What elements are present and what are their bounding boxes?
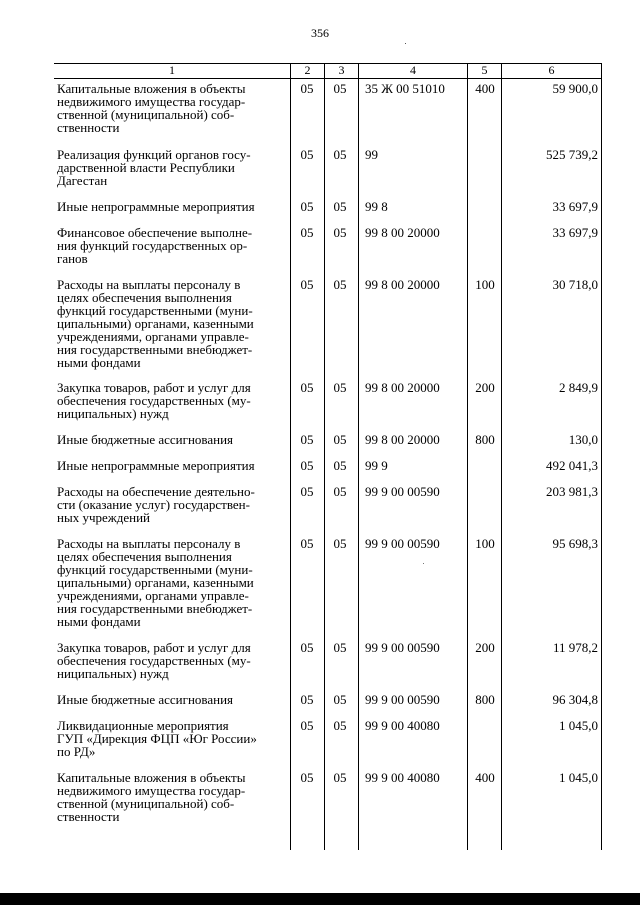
description-line: обеспечения государственных (му- bbox=[57, 393, 251, 408]
description-line: ственной (муниципальной) соб- bbox=[57, 796, 235, 811]
row-description bbox=[57, 537, 287, 628]
target-article-code: 99 8 00 20000 bbox=[365, 432, 440, 447]
row-description bbox=[57, 771, 287, 823]
description-line: ния функций государственных ор- bbox=[57, 238, 248, 253]
description-line: ГУП «Дирекция ФЦП «Юг России» bbox=[57, 731, 257, 746]
row-description bbox=[57, 433, 287, 446]
description-line: ных учреждений bbox=[57, 510, 150, 525]
description-line: Реализация функций органов госу- bbox=[57, 147, 251, 162]
row-description bbox=[57, 641, 287, 680]
section-code: 05 bbox=[300, 277, 314, 292]
description-line: Расходы на выплаты персоналу в bbox=[57, 536, 241, 551]
amount: 525 739,2 bbox=[546, 147, 598, 162]
description-line: Дагестан bbox=[57, 173, 108, 188]
description-line: Закупка товаров, работ и услуг для bbox=[57, 640, 251, 655]
header-col-3: 3 bbox=[338, 63, 345, 77]
subsection-code: 05 bbox=[333, 277, 347, 292]
description-line: дарственной власти Республики bbox=[57, 160, 235, 175]
amount: 33 697,9 bbox=[552, 225, 598, 240]
header-col-5: 5 bbox=[481, 63, 488, 77]
target-article-code: 35 Ж 00 51010 bbox=[365, 81, 445, 96]
subsection-code: 05 bbox=[333, 692, 347, 707]
description-line: учреждениями, органами управле- bbox=[57, 329, 249, 344]
description-line: ния государственными внебюджет- bbox=[57, 342, 253, 357]
row-description bbox=[57, 381, 287, 420]
target-article-code: 99 8 00 20000 bbox=[365, 277, 440, 292]
expense-type-code: 100 bbox=[475, 536, 495, 551]
section-code: 05 bbox=[300, 536, 314, 551]
row-description bbox=[57, 278, 287, 369]
amount: 203 981,3 bbox=[546, 484, 598, 499]
description-line: Иные непрограммные мероприятия bbox=[57, 458, 255, 473]
header-col-1: 1 bbox=[169, 63, 175, 77]
expense-type-code: 200 bbox=[475, 380, 495, 395]
expense-type-code: 400 bbox=[475, 81, 495, 96]
subsection-code: 05 bbox=[333, 147, 347, 162]
expense-type-code: 400 bbox=[475, 770, 495, 785]
description-line: недвижимого имущества государ- bbox=[57, 783, 246, 798]
subsection-code: 05 bbox=[333, 458, 347, 473]
amount: 11 978,2 bbox=[552, 640, 598, 655]
row-description bbox=[57, 82, 287, 134]
scan-edge bbox=[0, 893, 640, 905]
description-line: Расходы на выплаты персоналу в bbox=[57, 277, 241, 292]
column-divider bbox=[501, 63, 502, 850]
amount: 30 718,0 bbox=[552, 277, 598, 292]
description-line: целях обеспечения выполнения bbox=[57, 290, 232, 305]
amount: 492 041,3 bbox=[546, 458, 598, 473]
expense-type-code: 800 bbox=[475, 692, 495, 707]
description-line: Капитальные вложения в объекты bbox=[57, 770, 246, 785]
row-description bbox=[57, 459, 287, 472]
header-col-4: 4 bbox=[410, 63, 416, 77]
column-divider bbox=[290, 63, 291, 850]
description-line: функций государственными (муни- bbox=[57, 562, 253, 577]
description-line: недвижимого имущества государ- bbox=[57, 94, 246, 109]
column-divider bbox=[358, 63, 359, 850]
table-right-border bbox=[601, 63, 602, 850]
description-line: ственной (муниципальной) соб- bbox=[57, 107, 235, 122]
target-article-code: 99 9 00 00590 bbox=[365, 640, 440, 655]
section-code: 05 bbox=[300, 770, 314, 785]
description-line: ственности bbox=[57, 120, 120, 135]
subsection-code: 05 bbox=[333, 432, 347, 447]
section-code: 05 bbox=[300, 432, 314, 447]
target-article-code: 99 8 00 20000 bbox=[365, 380, 440, 395]
description-line: ципальными) органами, казенными bbox=[57, 316, 254, 331]
section-code: 05 bbox=[300, 640, 314, 655]
subsection-code: 05 bbox=[333, 770, 347, 785]
subsection-code: 05 bbox=[333, 718, 347, 733]
amount: 95 698,3 bbox=[552, 536, 598, 551]
description-line: ными фондами bbox=[57, 614, 141, 629]
header-bottom-border bbox=[54, 78, 601, 79]
target-article-code: 99 9 00 00590 bbox=[365, 484, 440, 499]
section-code: 05 bbox=[300, 458, 314, 473]
amount: 2 849,9 bbox=[559, 380, 598, 395]
amount: 1 045,0 bbox=[559, 718, 598, 733]
description-line: ципальными) органами, казенными bbox=[57, 575, 254, 590]
section-code: 05 bbox=[300, 199, 314, 214]
row-description bbox=[57, 148, 287, 187]
description-line: по РД» bbox=[57, 744, 96, 759]
description-line: Иные бюджетные ассигнования bbox=[57, 692, 234, 707]
expense-type-code: 800 bbox=[475, 432, 495, 447]
target-article-code: 99 9 00 40080 bbox=[365, 770, 440, 785]
row-description bbox=[57, 226, 287, 265]
description-line: учреждениями, органами управле- bbox=[57, 588, 249, 603]
subsection-code: 05 bbox=[333, 225, 347, 240]
subsection-code: 05 bbox=[333, 81, 347, 96]
description-line: ния государственными внебюджет- bbox=[57, 601, 253, 616]
row-description bbox=[57, 485, 287, 524]
description-line: обеспечения государственных (му- bbox=[57, 653, 251, 668]
section-code: 05 bbox=[300, 380, 314, 395]
scan-speck bbox=[405, 43, 406, 44]
page-number: 356 bbox=[311, 26, 329, 40]
description-line: Иные бюджетные ассигнования bbox=[57, 432, 234, 447]
description-line: ственности bbox=[57, 809, 120, 824]
header-col-2: 2 bbox=[304, 63, 311, 77]
amount: 33 697,9 bbox=[552, 199, 598, 214]
description-line: сти (оказание услуг) государствен- bbox=[57, 497, 250, 512]
description-line: Расходы на обеспечение деятельно- bbox=[57, 484, 255, 499]
row-description bbox=[57, 719, 287, 758]
description-line: целях обеспечения выполнения bbox=[57, 549, 232, 564]
target-article-code: 99 9 bbox=[365, 458, 388, 473]
subsection-code: 05 bbox=[333, 536, 347, 551]
target-article-code: 99 9 00 00590 bbox=[365, 692, 440, 707]
section-code: 05 bbox=[300, 692, 314, 707]
subsection-code: 05 bbox=[333, 380, 347, 395]
amount: 130,0 bbox=[568, 432, 598, 447]
description-line: Ликвидационные мероприятия bbox=[57, 718, 229, 733]
target-article-code: 99 bbox=[365, 147, 378, 162]
section-code: 05 bbox=[300, 718, 314, 733]
expense-type-code: 200 bbox=[475, 640, 495, 655]
amount: 59 900,0 bbox=[552, 81, 598, 96]
description-line: функций государственными (муни- bbox=[57, 303, 253, 318]
target-article-code: 99 9 00 00590 bbox=[365, 536, 440, 551]
section-code: 05 bbox=[300, 484, 314, 499]
target-article-code: 99 8 bbox=[365, 199, 388, 214]
subsection-code: 05 bbox=[333, 484, 347, 499]
row-description bbox=[57, 693, 287, 706]
subsection-code: 05 bbox=[333, 199, 347, 214]
description-line: Финансовое обеспечение выполне- bbox=[57, 225, 253, 240]
description-line: ниципальных) нужд bbox=[57, 406, 169, 421]
section-code: 05 bbox=[300, 225, 314, 240]
target-article-code: 99 9 00 40080 bbox=[365, 718, 440, 733]
description-line: Закупка товаров, работ и услуг для bbox=[57, 380, 251, 395]
description-line: Капитальные вложения в объекты bbox=[57, 81, 246, 96]
target-article-code: 99 8 00 20000 bbox=[365, 225, 440, 240]
header-col-6: 6 bbox=[548, 63, 555, 77]
description-line: Иные непрограммные мероприятия bbox=[57, 199, 255, 214]
description-line: ными фондами bbox=[57, 355, 141, 370]
description-line: ганов bbox=[57, 251, 88, 266]
amount: 1 045,0 bbox=[559, 770, 598, 785]
row-description bbox=[57, 200, 287, 213]
amount: 96 304,8 bbox=[552, 692, 598, 707]
section-code: 05 bbox=[300, 147, 314, 162]
subsection-code: 05 bbox=[333, 640, 347, 655]
description-line: ниципальных) нужд bbox=[57, 666, 169, 681]
expense-type-code: 100 bbox=[475, 277, 495, 292]
scan-speck bbox=[423, 563, 424, 564]
section-code: 05 bbox=[300, 81, 314, 96]
